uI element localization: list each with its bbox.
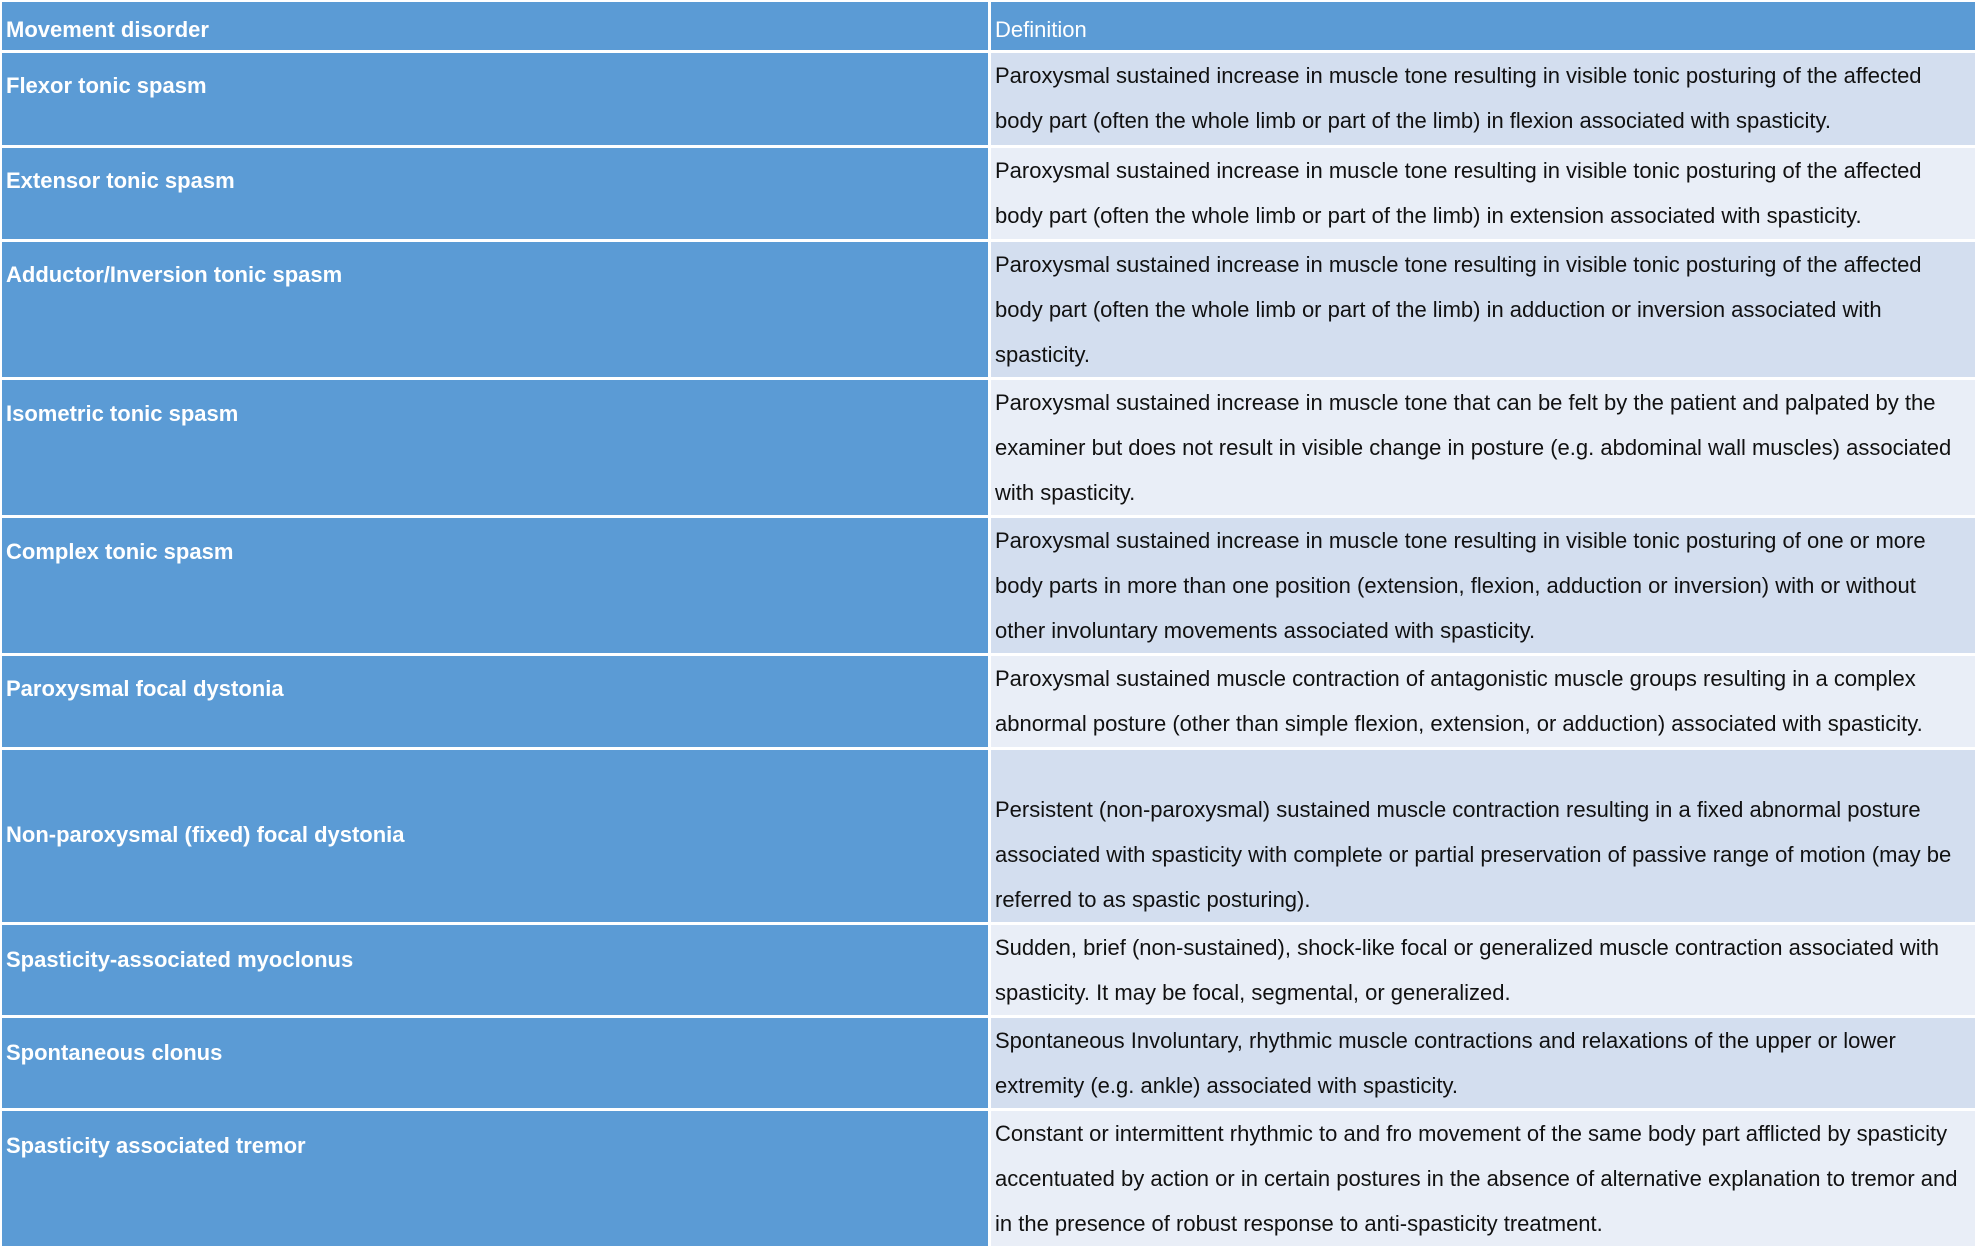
table-row [2, 242, 1975, 377]
term-label: Adductor/Inversion tonic spasm [6, 262, 343, 287]
table-row [2, 518, 1975, 653]
term-label: Extensor tonic spasm [6, 168, 235, 193]
definition-cell: Constant or intermittent rhythmic to and fro movement of the same body part afflicted by spasticity accentuated by action or in certain postures in the absence of alternative explanation to tremor and in the presence of robust response to anti-spasticity treatment. [991, 1111, 1975, 1246]
term-label: Isometric tonic spasm [6, 401, 239, 426]
table-row [2, 1018, 1975, 1108]
term-cell [2, 1018, 988, 1108]
header-row [2, 2, 1975, 50]
table-row [2, 656, 1975, 747]
term-cell [2, 380, 988, 515]
definition-cell: Spontaneous Involuntary, rhythmic muscle contractions and relaxations of the upper or lower extremity (e.g. ankle) associated with spasticity. [991, 1018, 1975, 1108]
term-cell [2, 656, 988, 747]
term-cell [2, 925, 988, 1015]
term-label: Complex tonic spasm [6, 539, 234, 564]
table-row [2, 925, 1975, 1015]
term-cell [2, 53, 988, 145]
term-label: Spontaneous clonus [6, 1040, 223, 1065]
table-row [2, 53, 1975, 145]
table-row [2, 1111, 1975, 1246]
term-cell [2, 242, 988, 377]
definition-cell: Sudden, brief (non-sustained), shock-like focal or generalized muscle contraction associated with spasticity. It may be focal, segmental, or generalized. [991, 925, 1975, 1015]
term-label: Flexor tonic spasm [6, 73, 207, 98]
term-cell [2, 1111, 988, 1246]
table-body [2, 53, 1975, 1246]
table-header [2, 2, 1975, 50]
term-label: Spasticity associated tremor [6, 1133, 306, 1158]
term-label: Spasticity-associated myoclonus [6, 947, 354, 972]
definition-cell: Paroxysmal sustained increase in muscle tone resulting in visible tonic posturing of the affected body part (often the whole limb or part of the limb) in adduction or inversion associated with spasticity. [991, 242, 1975, 377]
definition-cell: Paroxysmal sustained increase in muscle tone resulting in visible tonic posturing of the affected body part (often the whole limb or part of the limb) in flexion associated with spasticity. [991, 53, 1975, 145]
term-cell [2, 518, 988, 653]
column-header-definition: Definition [991, 2, 1975, 50]
table-row [2, 380, 1975, 515]
term-label: Paroxysmal focal dystonia [6, 676, 284, 701]
term-label: Non-paroxysmal (fixed) focal dystonia [6, 822, 405, 847]
term-cell [2, 750, 988, 922]
definition-cell: Paroxysmal sustained increase in muscle tone resulting in visible tonic posturing of one or more body parts in more than one position (extension, flexion, adduction or inversion) with or without other involuntary movements associated with spasticity. [991, 518, 1975, 653]
table-row [2, 750, 1975, 922]
term-cell [2, 148, 988, 239]
definition-cell: Paroxysmal sustained increase in muscle tone that can be felt by the patient and palpated by the examiner but does not result in visible change in posture (e.g. abdominal wall muscles) associated with spasticity. [991, 380, 1975, 515]
table-row [2, 148, 1975, 239]
definition-cell: Paroxysmal sustained increase in muscle tone resulting in visible tonic posturing of the affected body part (often the whole limb or part of the limb) in extension associated with spasticity. [991, 148, 1975, 239]
column-header-movement-disorder: Movement disorder [2, 2, 988, 50]
definition-cell: Persistent (non-paroxysmal) sustained muscle contraction resulting in a fixed abnormal posture associated with spasticity with complete or partial preservation of passive range of motion (may be referred to as spastic posturing). [991, 750, 1975, 922]
definition-cell: Paroxysmal sustained muscle contraction of antagonistic muscle groups resulting in a complex abnormal posture (other than simple flexion, extension, or adduction) associated with spasticity. [991, 656, 1975, 747]
